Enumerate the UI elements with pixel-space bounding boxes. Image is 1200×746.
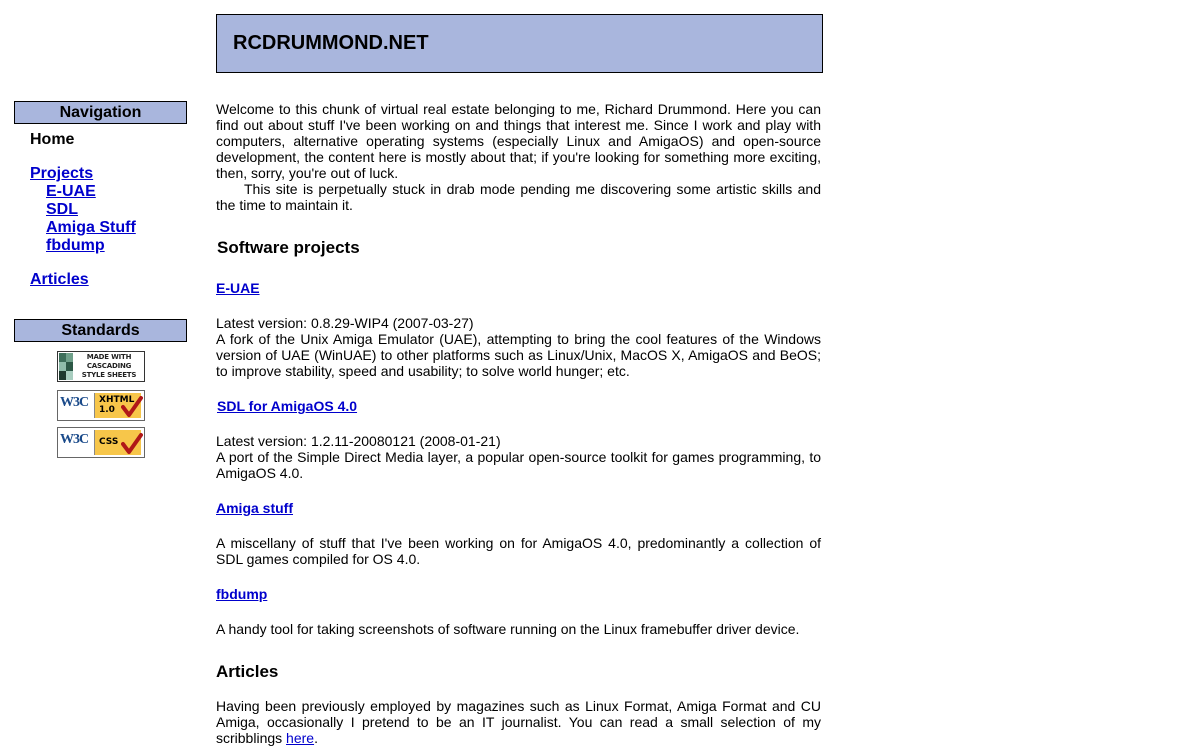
nav-item-projects[interactable]: Projects bbox=[30, 165, 94, 182]
w3c-css-badge[interactable] bbox=[57, 427, 145, 458]
w3c-xhtml-badge[interactable] bbox=[57, 390, 145, 421]
badge-text-line: 1.0 bbox=[99, 405, 115, 415]
project-description: A port of the Simple Direct Media layer, a popular open-source toolkit for games programming, to AmigaOS 4.0. bbox=[216, 449, 821, 481]
project-link-amiga-stuff[interactable]: Amiga stuff bbox=[216, 500, 293, 516]
checkmark-icon bbox=[121, 432, 143, 456]
badge-text-line: STYLE SHEETS bbox=[81, 371, 137, 379]
project-description: A fork of the Unix Amiga Emulator (UAE), attempting to bring the cool features of the Windows version of UAE (WinUAE) to other platforms such as Linux/Unix, MacOS X, AmigaOS and BeOS; to improve stability, speed and usability; to solve world hunger; etc. bbox=[216, 331, 821, 379]
intro-paragraph-2: This site is perpetually stuck in drab mode pending me discovering some artistic skills and the time to maintain it. bbox=[216, 181, 821, 213]
navigation-heading: Navigation bbox=[14, 101, 187, 124]
w3c-logo: W3C bbox=[60, 432, 89, 447]
made-with-css-badge[interactable] bbox=[57, 351, 145, 382]
project-link-fbdump[interactable]: fbdump bbox=[216, 586, 268, 602]
project-description: A handy tool for taking screenshots of software running on the Linux framebuffer driver device. bbox=[216, 621, 800, 637]
project-link-e-uae[interactable]: E-UAE bbox=[216, 280, 260, 296]
articles-paragraph bbox=[216, 698, 821, 746]
project-description: A miscellany of stuff that I've been working on for AmigaOS 4.0, predominantly a collection of SDL games compiled for OS 4.0. bbox=[216, 535, 821, 567]
articles-text: Having been previously employed by magazines such as Linux Format, Amiga Format and CU Amiga, occasionally I pretend to be an IT journalist. You can read a small selection of my scribblings bbox=[216, 698, 821, 746]
nav-item-fbdump[interactable]: fbdump bbox=[46, 237, 105, 254]
project-link-sdl[interactable]: SDL for AmigaOS 4.0 bbox=[217, 398, 358, 414]
articles-here-link[interactable]: here bbox=[286, 730, 315, 746]
w3c-logo: W3C bbox=[60, 395, 89, 410]
nav-item-articles[interactable]: Articles bbox=[30, 271, 89, 288]
checkmark-icon bbox=[121, 395, 143, 419]
badge-text-line: MADE WITH bbox=[86, 353, 132, 361]
articles-heading: Articles bbox=[216, 662, 279, 681]
software-projects-heading: Software projects bbox=[217, 238, 360, 257]
nav-item-amiga-stuff[interactable]: Amiga Stuff bbox=[46, 219, 136, 236]
nav-item-sdl[interactable]: SDL bbox=[46, 201, 78, 218]
css-squares-icon bbox=[59, 353, 73, 380]
site-title: RCDRUMMOND.NET bbox=[233, 32, 429, 54]
intro-paragraph: Welcome to this chunk of virtual real estate belonging to me, Richard Drummond. Here you can find out about stuff I've been working on and things that interest me. Since I work and play with computers, alternative operating systems (especially Linux and AmigaOS) and open-source development, the content here is mostly about that; if you're looking for something more exciting, then, sorry, you're out of luck. bbox=[216, 101, 821, 181]
project-version: Latest version: 1.2.11-20080121 (2008-01-21) bbox=[216, 433, 501, 449]
project-version: Latest version: 0.8.29-WIP4 (2007-03-27) bbox=[216, 315, 474, 331]
nav-item-home: Home bbox=[30, 131, 75, 148]
badge-text-line: XHTML bbox=[99, 395, 135, 405]
standards-heading: Standards bbox=[14, 319, 187, 342]
nav-item-e-uae[interactable]: E-UAE bbox=[46, 183, 96, 200]
badge-text-line: CSS bbox=[99, 437, 119, 447]
site-header bbox=[216, 14, 823, 73]
articles-end: . bbox=[314, 730, 318, 746]
badge-text-line: CASCADING bbox=[86, 362, 132, 370]
